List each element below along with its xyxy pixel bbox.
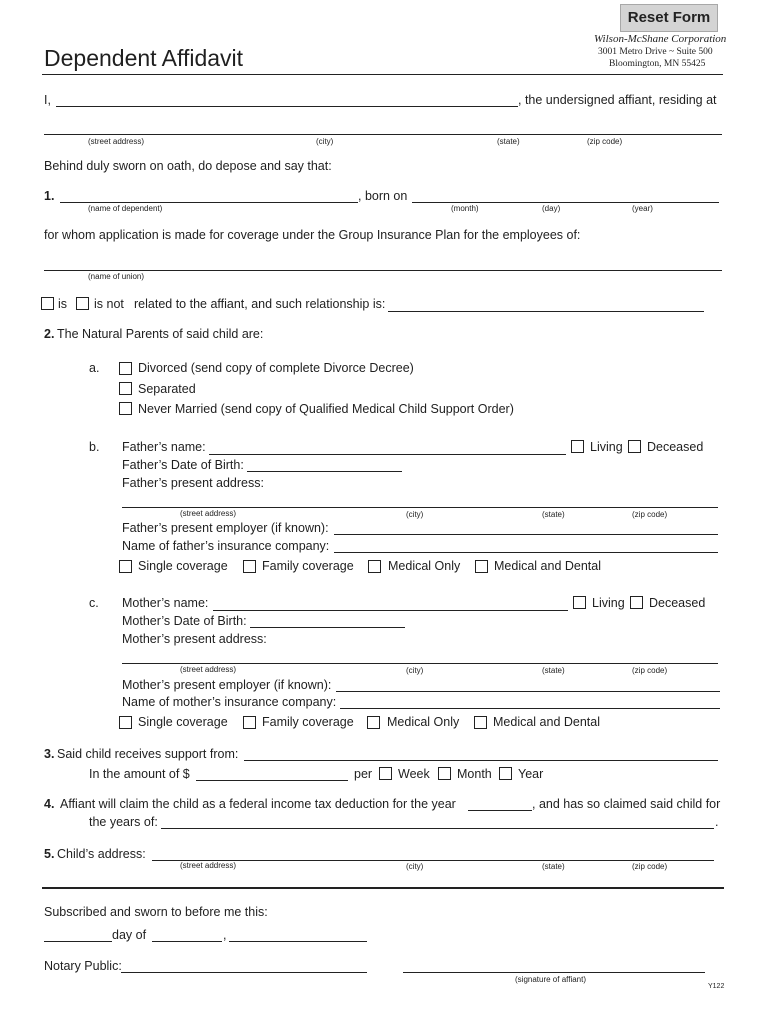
mother-insurance-label: Name of mother’s insurance company:: [122, 695, 337, 709]
father-address-field[interactable]: [122, 507, 718, 508]
subscribed-text: Subscribed and sworn to before me this:: [44, 905, 268, 919]
mother-dob-field[interactable]: [250, 627, 405, 628]
zip-caption: (zip code): [587, 137, 623, 146]
mother-living-checkbox[interactable]: [573, 596, 586, 609]
sworn-statement: Behind duly sworn on oath, do depose and say that:: [44, 159, 332, 173]
amount-label: In the amount of $: [89, 767, 190, 781]
mother-city-caption: (city): [406, 666, 424, 675]
mother-name-label: Mother’s name:: [122, 596, 209, 610]
tax-year-field[interactable]: [468, 810, 532, 811]
section-2-title: The Natural Parents of said child are:: [57, 327, 264, 341]
father-insurance-label: Name of father’s insurance company:: [122, 539, 330, 553]
mother-address-field[interactable]: [122, 663, 718, 664]
divorced-checkbox[interactable]: [119, 362, 132, 375]
mother-address-label: Mother’s present address:: [122, 632, 267, 646]
father-deceased-label: Deceased: [647, 440, 704, 454]
day-of-label: day of: [112, 928, 147, 942]
mother-insurance-field[interactable]: [340, 708, 720, 709]
mother-medical-checkbox[interactable]: [367, 716, 380, 729]
is-not-checkbox[interactable]: [76, 297, 89, 310]
father-insurance-field[interactable]: [334, 552, 718, 553]
father-employer-label: Father’s present employer (if known):: [122, 521, 329, 535]
is-label: is: [58, 297, 68, 311]
union-caption: (name of union): [88, 272, 145, 281]
father-address-label: Father’s present address:: [122, 476, 264, 490]
week-label: Week: [398, 767, 430, 781]
affiant-text: , the undersigned affiant, residing at: [518, 93, 717, 107]
city-caption: (city): [316, 137, 334, 146]
support-from-label: Said child receives support from:: [57, 747, 239, 761]
section-1-number: 1.: [44, 189, 55, 203]
coverage-text: for whom application is made for coverage under the Group Insurance Plan for the employees of:: [44, 228, 581, 242]
item-a-label: a.: [89, 361, 100, 375]
year-checkbox[interactable]: [499, 767, 512, 780]
child-city-caption: (city): [406, 862, 424, 871]
mother-employer-label: Mother’s present employer (if known):: [122, 678, 332, 692]
tax-deduction-text2: , and has so claimed said child for: [532, 797, 721, 811]
mother-medical-label: Medical Only: [387, 715, 460, 729]
mother-medical-dental-label: Medical and Dental: [493, 715, 601, 729]
mother-deceased-label: Deceased: [649, 596, 706, 610]
father-single-label: Single coverage: [138, 559, 228, 573]
support-from-field[interactable]: [244, 760, 718, 761]
dependent-name-field[interactable]: [60, 202, 358, 203]
never-married-checkbox[interactable]: [119, 402, 132, 415]
reset-form-button[interactable]: Reset Form: [620, 4, 718, 32]
section-3-number: 3.: [44, 747, 55, 761]
father-name-label: Father’s name:: [122, 440, 206, 454]
father-city-caption: (city): [406, 510, 424, 519]
amount-field[interactable]: [196, 780, 348, 781]
affiant-signature-field[interactable]: [403, 972, 705, 973]
mother-state-caption: (state): [542, 666, 565, 675]
form-code: Y122: [708, 983, 725, 990]
day-caption: (day): [542, 204, 561, 213]
item-c-label: c.: [89, 596, 99, 610]
state-caption: (state): [497, 137, 520, 146]
never-married-label: Never Married (send copy of Qualified Medical Child Support Order): [138, 402, 514, 416]
father-medical-checkbox[interactable]: [368, 560, 381, 573]
mother-family-label: Family coverage: [262, 715, 354, 729]
father-living-label: Living: [590, 440, 623, 454]
father-state-caption: (state): [542, 510, 565, 519]
father-living-checkbox[interactable]: [571, 440, 584, 453]
mother-name-field[interactable]: [213, 610, 568, 611]
mother-medical-dental-checkbox[interactable]: [474, 716, 487, 729]
company-address-line1: 3001 Metro Drive ~ Suite 500: [598, 47, 713, 57]
header-rule: [42, 74, 723, 75]
father-street-caption: (street address): [180, 509, 237, 518]
father-zip-caption: (zip code): [632, 510, 668, 519]
separated-checkbox[interactable]: [119, 382, 132, 395]
years-of-label: the years of:: [89, 815, 158, 829]
union-name-field[interactable]: [44, 270, 722, 271]
section-4-number: 4.: [44, 797, 55, 811]
mother-street-caption: (street address): [180, 665, 237, 674]
page-title: Dependent Affidavit: [44, 45, 244, 71]
child-state-caption: (state): [542, 862, 565, 871]
year-label: Year: [518, 767, 544, 781]
years-of-field[interactable]: [161, 828, 714, 829]
mother-single-checkbox[interactable]: [119, 716, 132, 729]
child-zip-caption: (zip code): [632, 862, 668, 871]
intro-i: I,: [44, 93, 51, 107]
years-period: .: [715, 815, 719, 829]
father-medical-dental-checkbox[interactable]: [475, 560, 488, 573]
year-caption: (year): [632, 204, 653, 213]
child-address-field[interactable]: [152, 860, 714, 861]
father-dob-field[interactable]: [247, 471, 402, 472]
mother-employer-field[interactable]: [336, 691, 720, 692]
signature-caption: (signature of affiant): [515, 975, 587, 984]
child-address-label: Child’s address:: [57, 847, 146, 861]
father-employer-field[interactable]: [334, 534, 718, 535]
per-label: per: [354, 767, 373, 781]
week-checkbox[interactable]: [379, 767, 392, 780]
relationship-field[interactable]: [388, 311, 704, 312]
affiant-name-field[interactable]: [56, 106, 518, 107]
father-family-label: Family coverage: [262, 559, 354, 573]
mother-family-checkbox[interactable]: [243, 716, 256, 729]
father-family-checkbox[interactable]: [243, 560, 256, 573]
section-2-number: 2.: [44, 327, 55, 341]
date-comma: ,: [223, 928, 227, 942]
notary-day-field[interactable]: [44, 941, 112, 942]
child-street-caption: (street address): [180, 861, 237, 870]
is-checkbox[interactable]: [41, 297, 54, 310]
mother-zip-caption: (zip code): [632, 666, 668, 675]
section-divider: [42, 887, 724, 889]
notary-month-field[interactable]: [152, 941, 222, 942]
father-medical-label: Medical Only: [388, 559, 461, 573]
item-b-label: b.: [89, 440, 100, 454]
affiant-address-field[interactable]: [44, 134, 722, 135]
father-deceased-checkbox[interactable]: [628, 440, 641, 453]
relation-text: related to the affiant, and such relationship is:: [134, 297, 386, 311]
notary-public-label: Notary Public:: [44, 959, 122, 973]
father-name-field[interactable]: [209, 454, 566, 455]
month-label: Month: [457, 767, 492, 781]
section-5-number: 5.: [44, 847, 55, 861]
mother-deceased-checkbox[interactable]: [630, 596, 643, 609]
street-caption: (street address): [88, 137, 145, 146]
month-checkbox[interactable]: [438, 767, 451, 780]
company-name: Wilson-McShane Corporation: [594, 33, 727, 45]
mother-dob-label: Mother’s Date of Birth:: [122, 614, 247, 628]
is-not-label: is not: [94, 297, 124, 311]
notary-year-field[interactable]: [229, 941, 367, 942]
tax-deduction-text: Affiant will claim the child as a federal income tax deduction for the year: [60, 797, 456, 811]
separated-label: Separated: [138, 382, 196, 396]
divorced-label: Divorced (send copy of complete Divorce Decree): [138, 361, 414, 375]
notary-signature-field[interactable]: [121, 972, 367, 973]
father-single-checkbox[interactable]: [119, 560, 132, 573]
mother-living-label: Living: [592, 596, 625, 610]
mother-single-label: Single coverage: [138, 715, 228, 729]
company-address-line2: Bloomington, MN 55425: [609, 59, 706, 69]
month-caption: (month): [451, 204, 479, 213]
dependent-name-caption: (name of dependent): [88, 204, 163, 213]
father-dob-label: Father’s Date of Birth:: [122, 458, 244, 472]
father-medical-dental-label: Medical and Dental: [494, 559, 602, 573]
birth-date-field[interactable]: [412, 202, 719, 203]
born-on-label: , born on: [358, 189, 408, 203]
